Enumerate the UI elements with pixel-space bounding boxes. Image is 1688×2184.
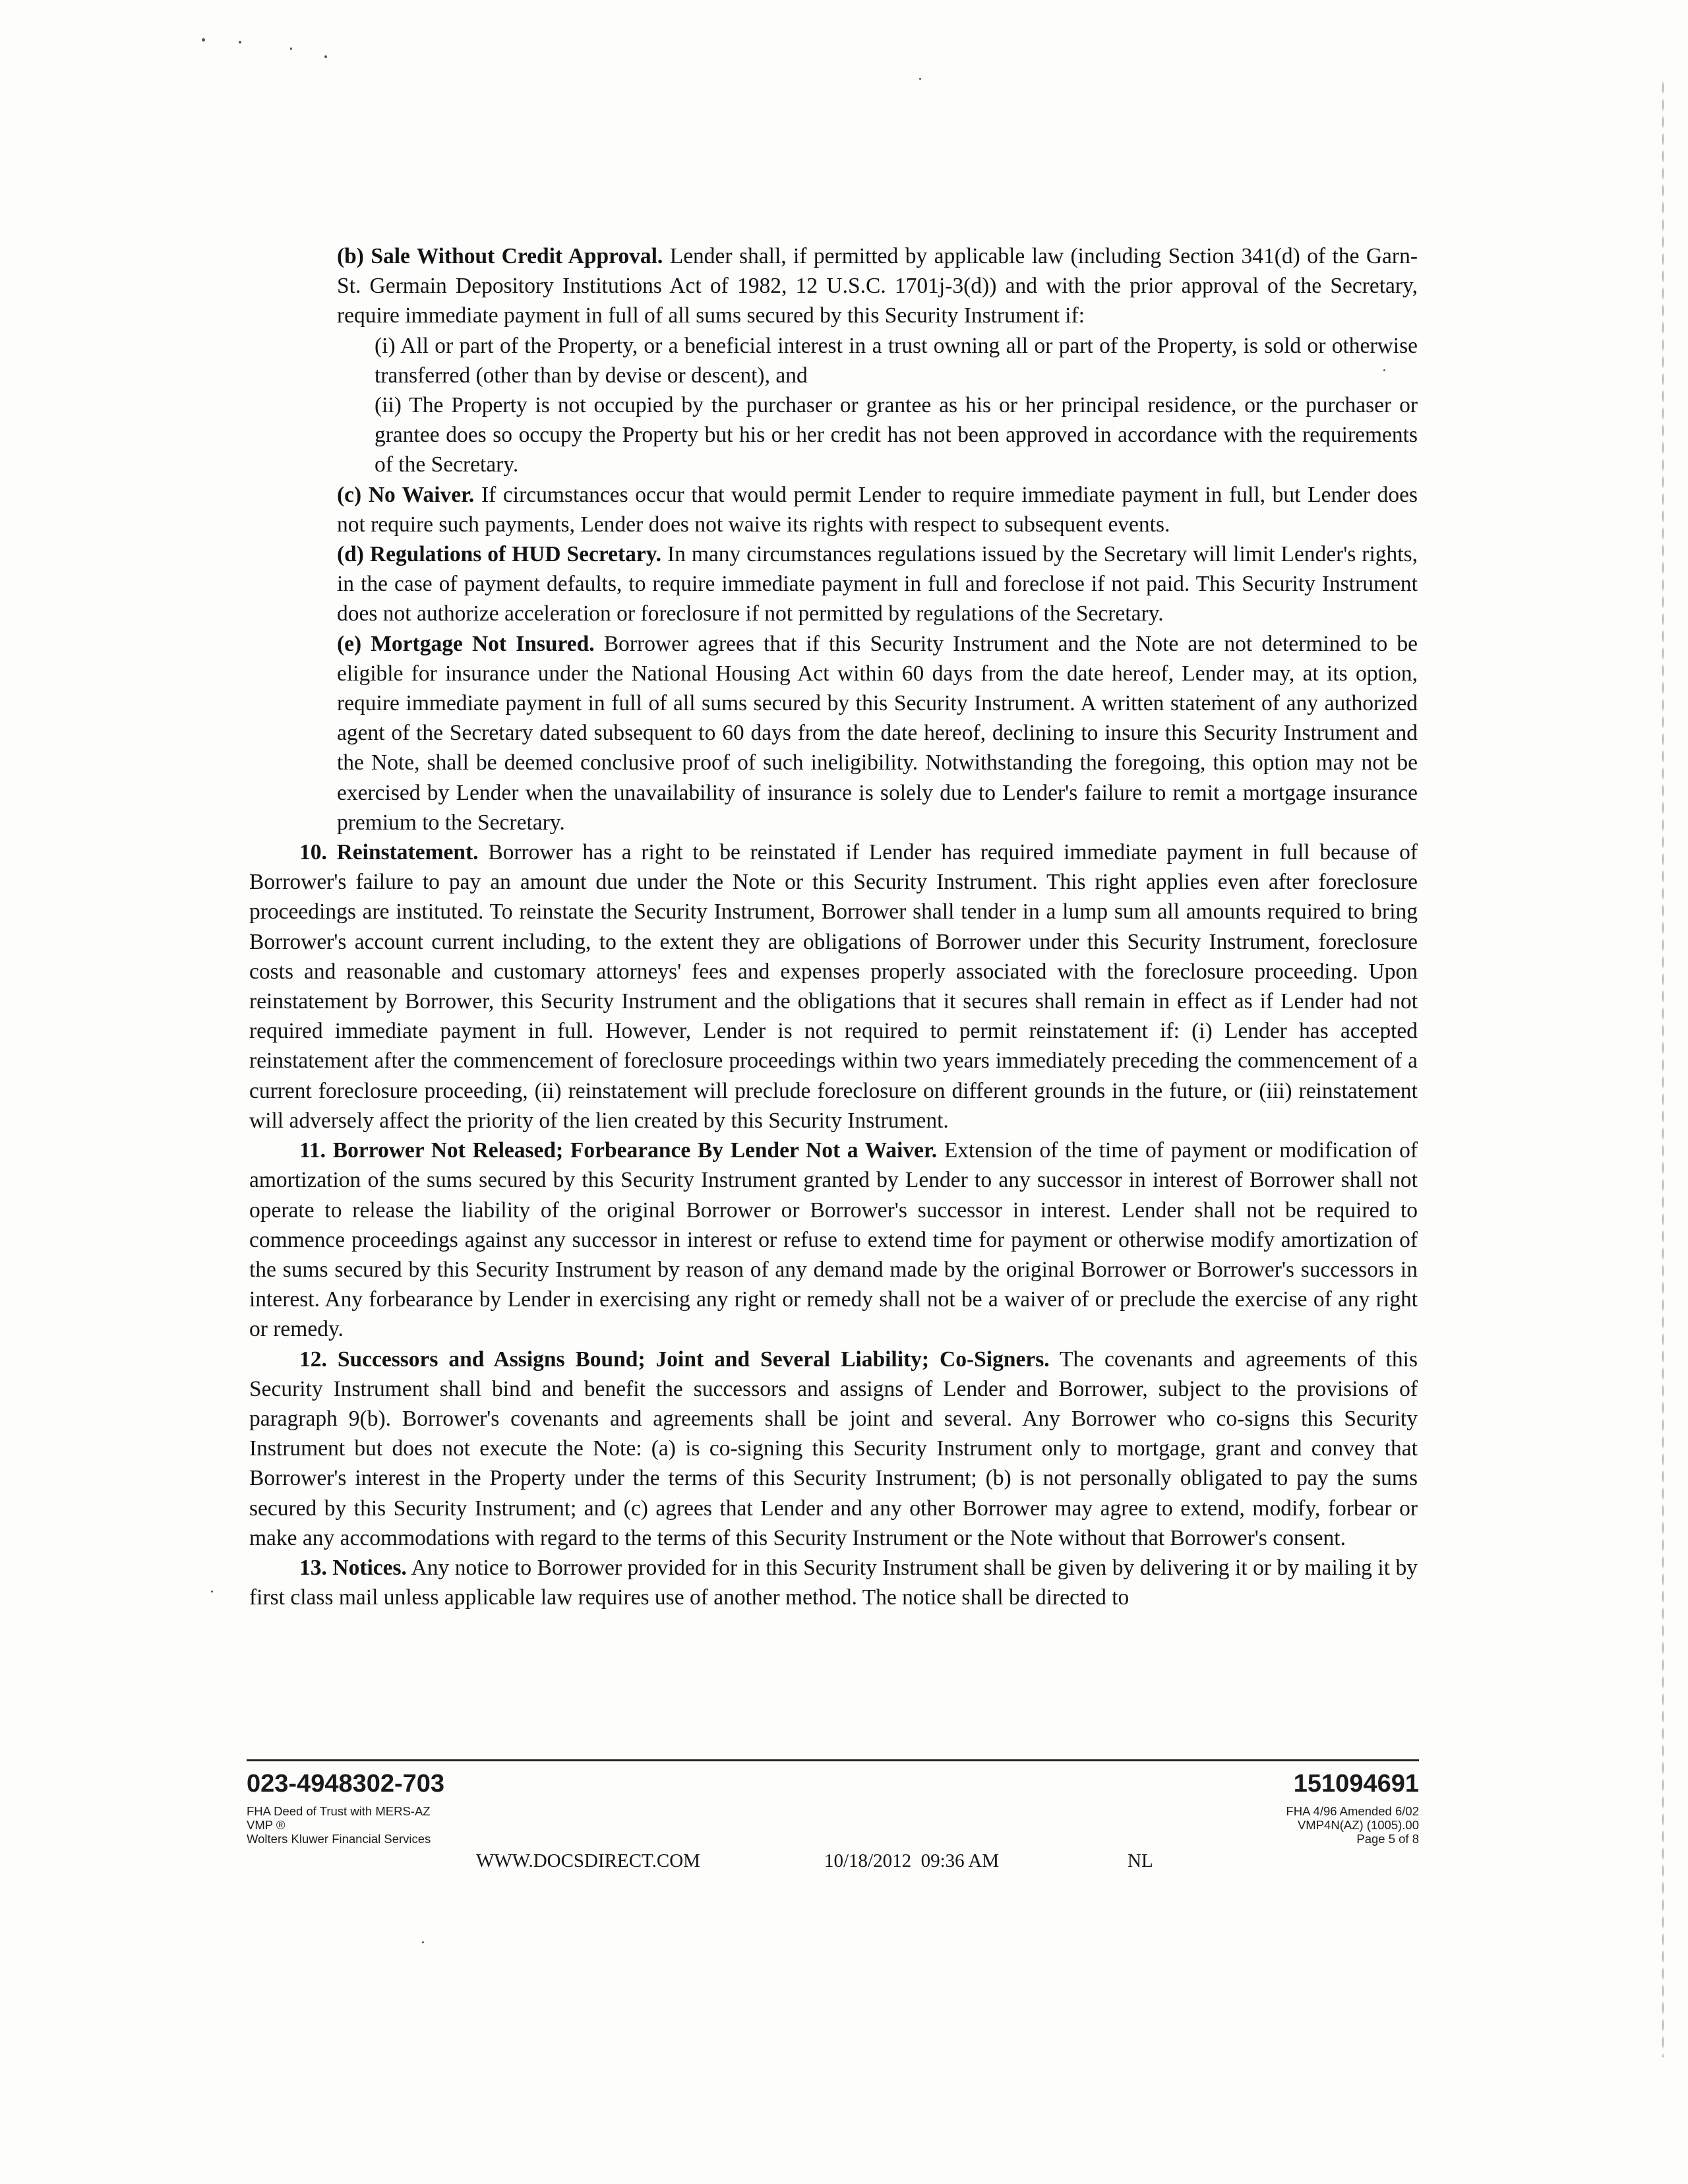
- form-version-info: [1286, 1804, 1419, 1846]
- paragraph-heading: (b) Sale Without Credit Approval.: [337, 244, 663, 268]
- paragraph-text: Extension of the time of payment or modification of amortization of the sums secured by this Security Instrument granted by Lender to any successor in interest of Borrower shall not operate to release the liability of the original Borrower or Borrower's successor in interest. Lender shall not be required to commence proceedings against any successor in interest or refuse to extend time for payment or otherwise modify amortization of the sums secured by this Security Instrument by reason of any demand made by the original Borrower or Borrower's successors in interest. Any forbearance by Lender in exercising any right or remedy shall not be a waiver of or preclude the exercise of any right or remedy.: [249, 1138, 1418, 1342]
- paragraph-heading: 11. Borrower Not Released; Forbearance By Lender Not a Waiver.: [299, 1138, 938, 1163]
- paragraph-text: The covenants and agreements of this Security Instrument shall bind and benefit the successors and assigns of Lender and Borrower, subject to the provisions of paragraph 9(b). Borrower's covenants and agreements shall be joint and several. Any Borrower who co-signs this Security Instrument but does not execute the Note: (a) is co-signing this Security Instrument only to mortgage, grant and convey that Borrower's interest in the Property under the terms of this Security Instrument; (b) is not personally obligated to pay the sums secured by this Security Instrument; and (c) agrees that Lender and any other Borrower may agree to extend, modify, forbear or make any accommodations with regard to the terms of this Security Instrument or the Note without that Borrower's consent.: [249, 1347, 1418, 1550]
- paragraph-heading: (c) No Waiver.: [337, 482, 475, 507]
- paragraph: [249, 241, 1418, 331]
- page-number: Page 5 of 8: [1356, 1832, 1419, 1846]
- paragraph-text: (i) All or part of the Property, or a beneficial interest in a trust owning all or part of the Property, is sold or otherwise transferred (other than by devise or descent), and: [375, 333, 1418, 388]
- footer-rule: [247, 1759, 1419, 1761]
- paragraph-text: Borrower has a right to be reinstated if Lender has required immediate payment in full because of Borrower's failure to pay an amount due under the Note or this Security Instrument. This right applies even after foreclosure proceedings are instituted. To reinstate the Security Instrument, Borrower shall tender in a lump sum all amounts required to bring Borrower's account current including, to the extent they are obligations of Borrower under this Security Instrument, foreclosure costs and reasonable and customary attorneys' fees and expenses properly associated with the foreclosure proceeding. Upon reinstatement by Borrower, this Security Instrument and the obligations that it secures shall remain in effect as if Lender had not required immediate payment in full. However, Lender is not required to permit reinstatement if: (i) Lender has accepted reinstatement after the commencement of foreclosure proceedings within two years immediately preceding the commencement of a current foreclosure proceeding, (ii) reinstatement will preclude foreclosure on different grounds in the future, or (iii) reinstatement will adversely affect the priority of the lien created by this Security Instrument.: [249, 840, 1418, 1133]
- paragraph-text: Lender shall, if permitted by applicable law (including Section 341(d) of the Garn-St. Germain Depository Institutions Act of 1982, 12 U.S.C. 1701j-3(d)) and with the prior approval of the Secretary, require immediate payment in full of all sums secured by this Security Instrument if:: [337, 244, 1418, 328]
- paragraph: [249, 480, 1418, 539]
- scan-edge-dots: [1662, 79, 1664, 2057]
- min-number: 151094691: [1293, 1770, 1419, 1798]
- paragraph-text: If circumstances occur that would permit Lender to require immediate payment in full, but Lender does not require such payments, Lender does not waive its rights with respect to subsequent events.: [337, 482, 1418, 537]
- print-timestamp: 10/18/2012 09:36 AM: [824, 1850, 1000, 1871]
- form-code: VMP4N(AZ) (1005).00: [1297, 1818, 1419, 1832]
- paragraph: [249, 331, 1418, 390]
- paragraph-heading: 10. Reinstatement.: [299, 840, 479, 865]
- paragraph: [249, 1136, 1418, 1344]
- loan-number: 023-4948302-703: [247, 1770, 445, 1798]
- paragraph-text: Any notice to Borrower provided for in this Security Instrument shall be given by delivering it or by mailing it by first class mail unless applicable law requires use of another method. The notice shall be directed to: [249, 1555, 1418, 1610]
- website-text: WWW.DOCSDIRECT.COM: [476, 1850, 700, 1871]
- paragraph-heading: (e) Mortgage Not Insured.: [337, 631, 595, 656]
- form-title: FHA Deed of Trust with MERS-AZ: [247, 1804, 431, 1818]
- paragraph-heading: 12. Successors and Assigns Bound; Joint and Several Liability; Co-Signers.: [299, 1347, 1050, 1372]
- initials: NL: [1128, 1850, 1153, 1871]
- vendor-mark: VMP ®: [247, 1818, 286, 1832]
- paragraph-text: (ii) The Property is not occupied by the purchaser or grantee as his or her principal residence, or the purchaser or grantee does so occupy the Property but his or her credit has not been approved in accordance with the requirements of the Secretary.: [375, 393, 1418, 477]
- paragraph: [249, 539, 1418, 629]
- paragraph-heading: (d) Regulations of HUD Secretary.: [337, 542, 662, 567]
- vendor-name: Wolters Kluwer Financial Services: [247, 1832, 431, 1846]
- paragraph-text: Borrower agrees that if this Security Instrument and the Note are not determined to be eligible for insurance under the National Housing Act within 60 days from the date hereof, Lender may, at its option, require immediate payment in full of all sums secured by this Security Instrument. A written statement of any authorized agent of the Secretary dated subsequent to 60 days from the date hereof, declining to insure this Security Instrument and the Note, shall be deemed conclusive proof of such ineligibility. Notwithstanding the foregoing, this option may not be exercised by Lender when the unavailability of insurance is solely due to Lender's failure to remit a mortgage insurance premium to the Secretary.: [337, 631, 1418, 835]
- deed-body-text: [249, 241, 1418, 1612]
- form-source-info: [247, 1804, 431, 1846]
- paragraph: [249, 1345, 1418, 1553]
- paragraph: [249, 390, 1418, 480]
- paragraph-heading: 13. Notices.: [299, 1555, 407, 1580]
- paragraph: [249, 837, 1418, 1136]
- form-amendment: FHA 4/96 Amended 6/02: [1286, 1804, 1419, 1818]
- paragraph: [249, 1553, 1418, 1612]
- paragraph-text: In many circumstances regulations issued by the Secretary will limit Lender's rights, in the case of payment defaults, to require immediate payment in full and foreclose if not paid. This Security Instrument does not authorize acceleration or foreclosure if not permitted by regulations of the Secretary.: [337, 542, 1418, 626]
- paragraph: [249, 629, 1418, 837]
